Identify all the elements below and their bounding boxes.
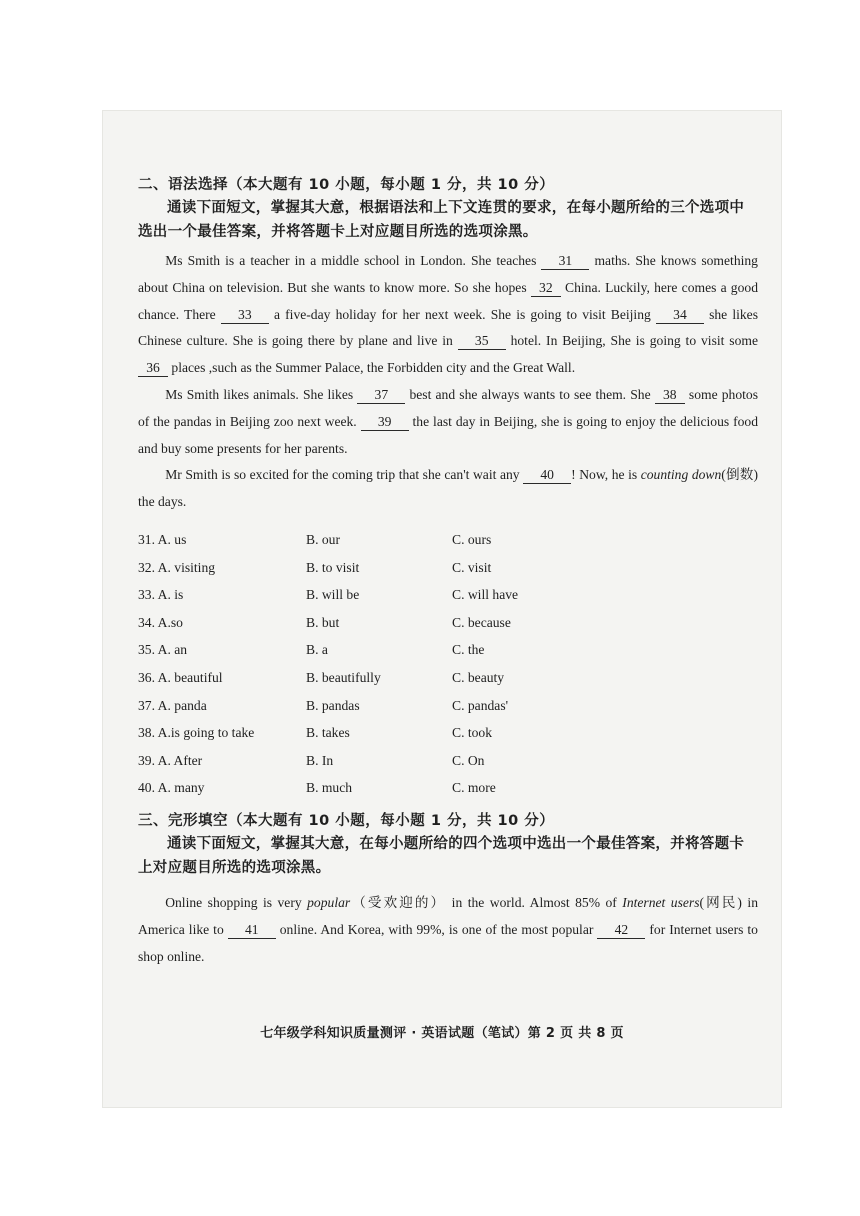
answer-options bbox=[138, 526, 758, 802]
blank-40: 40 bbox=[523, 467, 571, 484]
section-3 bbox=[138, 810, 758, 970]
option-row-32: 32. A. visiting B. to visit C. visit bbox=[138, 559, 492, 575]
page-content bbox=[138, 174, 758, 970]
cloze-passage bbox=[138, 890, 758, 970]
cloze-paragraph-1: Online shopping is very popular（受欢迎的） in the world. Almost 85% of Internet users(网民) in America like to 41 online. And Korea, with 99%, is one of the most popular 42 for Internet users to shop online. bbox=[138, 894, 758, 964]
option-row-35: 35. A. an B. a C. the bbox=[138, 642, 485, 658]
section-3-instruction: 通读下面短文，掌握其大意，在每小题所给的四个选项中选出一个最佳答案，并将答题卡上对应题目所选的选项涂黑。 bbox=[138, 835, 745, 876]
blank-34: 34 bbox=[656, 307, 704, 324]
blank-31: 31 bbox=[541, 253, 589, 270]
blank-37: 37 bbox=[357, 387, 405, 404]
blank-39: 39 bbox=[361, 414, 409, 431]
option-row-39: 39. A. After B. In C. On bbox=[138, 752, 485, 768]
passage-paragraph-1: Ms Smith is a teacher in a middle school in London. She teaches 31 maths. She knows something about China on television. But she wants to know more. So she hopes 32 China. Luckily, here comes a good chance. There 33 a five-day holiday for her next week. She is going to visit Beijing 34 she likes Chinese culture. She is going there by plane and live in 35 hotel. In Beijing, She is going to visit some 36 places ,such as the Summer Palace, the Forbidden city and the Great Wall. bbox=[138, 253, 758, 376]
section-2-title: 二、语法选择（本大题有 10 小题，每小题 1 分，共 10 分） bbox=[138, 177, 555, 193]
blank-42: 42 bbox=[597, 922, 645, 939]
option-row-34: 34. A.so B. but C. because bbox=[138, 614, 511, 630]
option-row-36: 36. A. beautiful B. beautifully C. beauty bbox=[138, 669, 505, 685]
blank-33: 33 bbox=[221, 307, 269, 324]
section-2-instruction: 通读下面短文，掌握其大意，根据语法和上下文连贯的要求，在每小题所给的三个选项中选出一个最佳答案，并将答题卡上对应题目所选的选项涂黑。 bbox=[138, 200, 745, 240]
option-row-33: 33. A. is B. will be C. will have bbox=[138, 587, 519, 603]
passage-paragraph-3: Mr Smith is so excited for the coming trip that she can't wait any 40 ! Now, he is counting down(倒数) the days. bbox=[138, 467, 758, 510]
page-footer: 七年级学科知识质量测评 · 英语试题（笔试）第 2 页 共 8 页 bbox=[260, 1026, 624, 1041]
option-row-31: 31. A. us B. our C. ours bbox=[138, 531, 492, 547]
blank-32: 32 bbox=[531, 280, 561, 297]
option-row-40: 40. A. many B. much C. more bbox=[138, 780, 496, 796]
option-row-37: 37. A. panda B. pandas C. pandas' bbox=[138, 697, 509, 713]
blank-38: 38 bbox=[655, 387, 685, 404]
passage-paragraph-2: Ms Smith likes animals. She likes 37 best and she always wants to see them. She 38 some photos of the pandas in Beijing zoo next week. 39 the last day in Beijing, she is going to enjoy the delicious food and buy some presents for her parents. bbox=[138, 386, 759, 456]
grammar-passage bbox=[138, 248, 758, 516]
section-3-title: 三、完形填空（本大题有 10 小题，每小题 1 分，共 10 分） bbox=[138, 812, 555, 829]
option-row-38: 38. A.is going to take B. takes C. took bbox=[138, 725, 493, 741]
blank-35: 35 bbox=[458, 333, 506, 350]
exam-page bbox=[102, 110, 782, 1108]
blank-41: 41 bbox=[228, 922, 276, 939]
blank-36: 36 bbox=[138, 360, 168, 377]
